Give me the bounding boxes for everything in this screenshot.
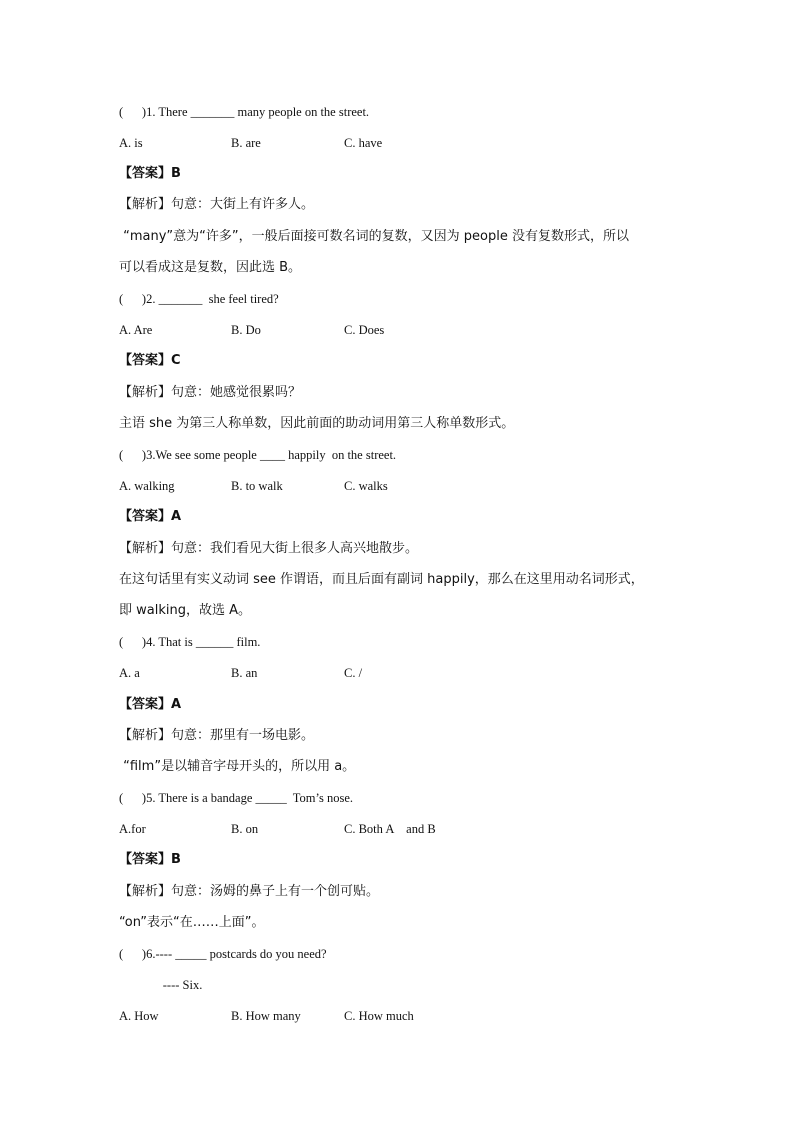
option-b: B. Do: [231, 323, 261, 337]
question-5-answer: 【答案】B: [119, 852, 181, 867]
question-1-answer: 【答案】B: [119, 166, 181, 181]
option-a: A. walking: [119, 479, 175, 493]
question-1-analysis: 【解析】句意：大街上有许多人。: [119, 197, 315, 212]
question-5-analysis: 【解析】句意：汤姆的鼻子上有一个创可贴。: [119, 884, 380, 899]
option-c: C. walks: [344, 479, 388, 493]
question-1-note: “many”意为“许多”，一般后面接可数名词的复数，又因为 people 没有复数形式，所以: [119, 229, 629, 244]
option-b: B. on: [231, 822, 259, 836]
option-c: C. How much: [344, 1009, 414, 1023]
question-5-note: “on”表示“在……上面”。: [119, 915, 265, 930]
option-a: A. Are: [119, 323, 153, 337]
question-6-reply: ---- Six.: [119, 978, 203, 992]
option-b: B. an: [231, 666, 258, 680]
question-4-analysis: 【解析】句意：那里有一场电影。: [119, 728, 315, 743]
option-a: A. is: [119, 136, 143, 150]
question-3-note: 在这句话里有实义动词 see 作谓语，而且后面有副词 happily，那么在这里用动名词形式，: [119, 572, 644, 587]
question-2-analysis: 【解析】句意：她感觉很累吗？: [119, 385, 302, 400]
question-6-stem: ( )6.---- _____ postcards do you need?: [119, 947, 327, 961]
question-2-note: 主语 she 为第三人称单数，因此前面的助动词用第三人称单数形式。: [119, 416, 515, 431]
question-3-analysis: 【解析】句意：我们看见大街上很多人高兴地散步。: [119, 541, 419, 556]
question-3-stem: ( )3.We see some people ____ happily on the street.: [119, 448, 397, 462]
question-1-stem: ( )1. There _______ many people on the street.: [119, 105, 370, 119]
question-3-note: 即 walking，故选 A。: [119, 603, 251, 618]
option-c: C. have: [344, 136, 383, 150]
option-b: B. How many: [231, 1009, 301, 1023]
question-6-options: [119, 1008, 539, 1088]
option-a: A. a: [119, 666, 140, 680]
question-2-stem: ( )2. _______ she feel tired?: [119, 292, 279, 306]
question-1-note: 可以看成这是复数，因此选 B。: [119, 260, 302, 275]
question-4-note: “film”是以辅音字母开头的，所以用 a。: [119, 759, 356, 774]
option-c: C. Both A and B: [344, 822, 436, 836]
question-4-answer: 【答案】A: [119, 697, 182, 712]
option-c: C. /: [344, 666, 363, 680]
question-4-stem: ( )4. That is ______ film.: [119, 635, 261, 649]
option-a: A.for: [119, 822, 146, 836]
option-b: B. to walk: [231, 479, 283, 493]
option-c: C. Does: [344, 323, 385, 337]
option-b: B. are: [231, 136, 261, 150]
question-5-stem: ( )5. There is a bandage _____ Tom’s nose.: [119, 791, 354, 805]
question-3-answer: 【答案】A: [119, 509, 182, 524]
question-2-answer: 【答案】C: [119, 353, 181, 368]
option-a: A. How: [119, 1009, 159, 1023]
